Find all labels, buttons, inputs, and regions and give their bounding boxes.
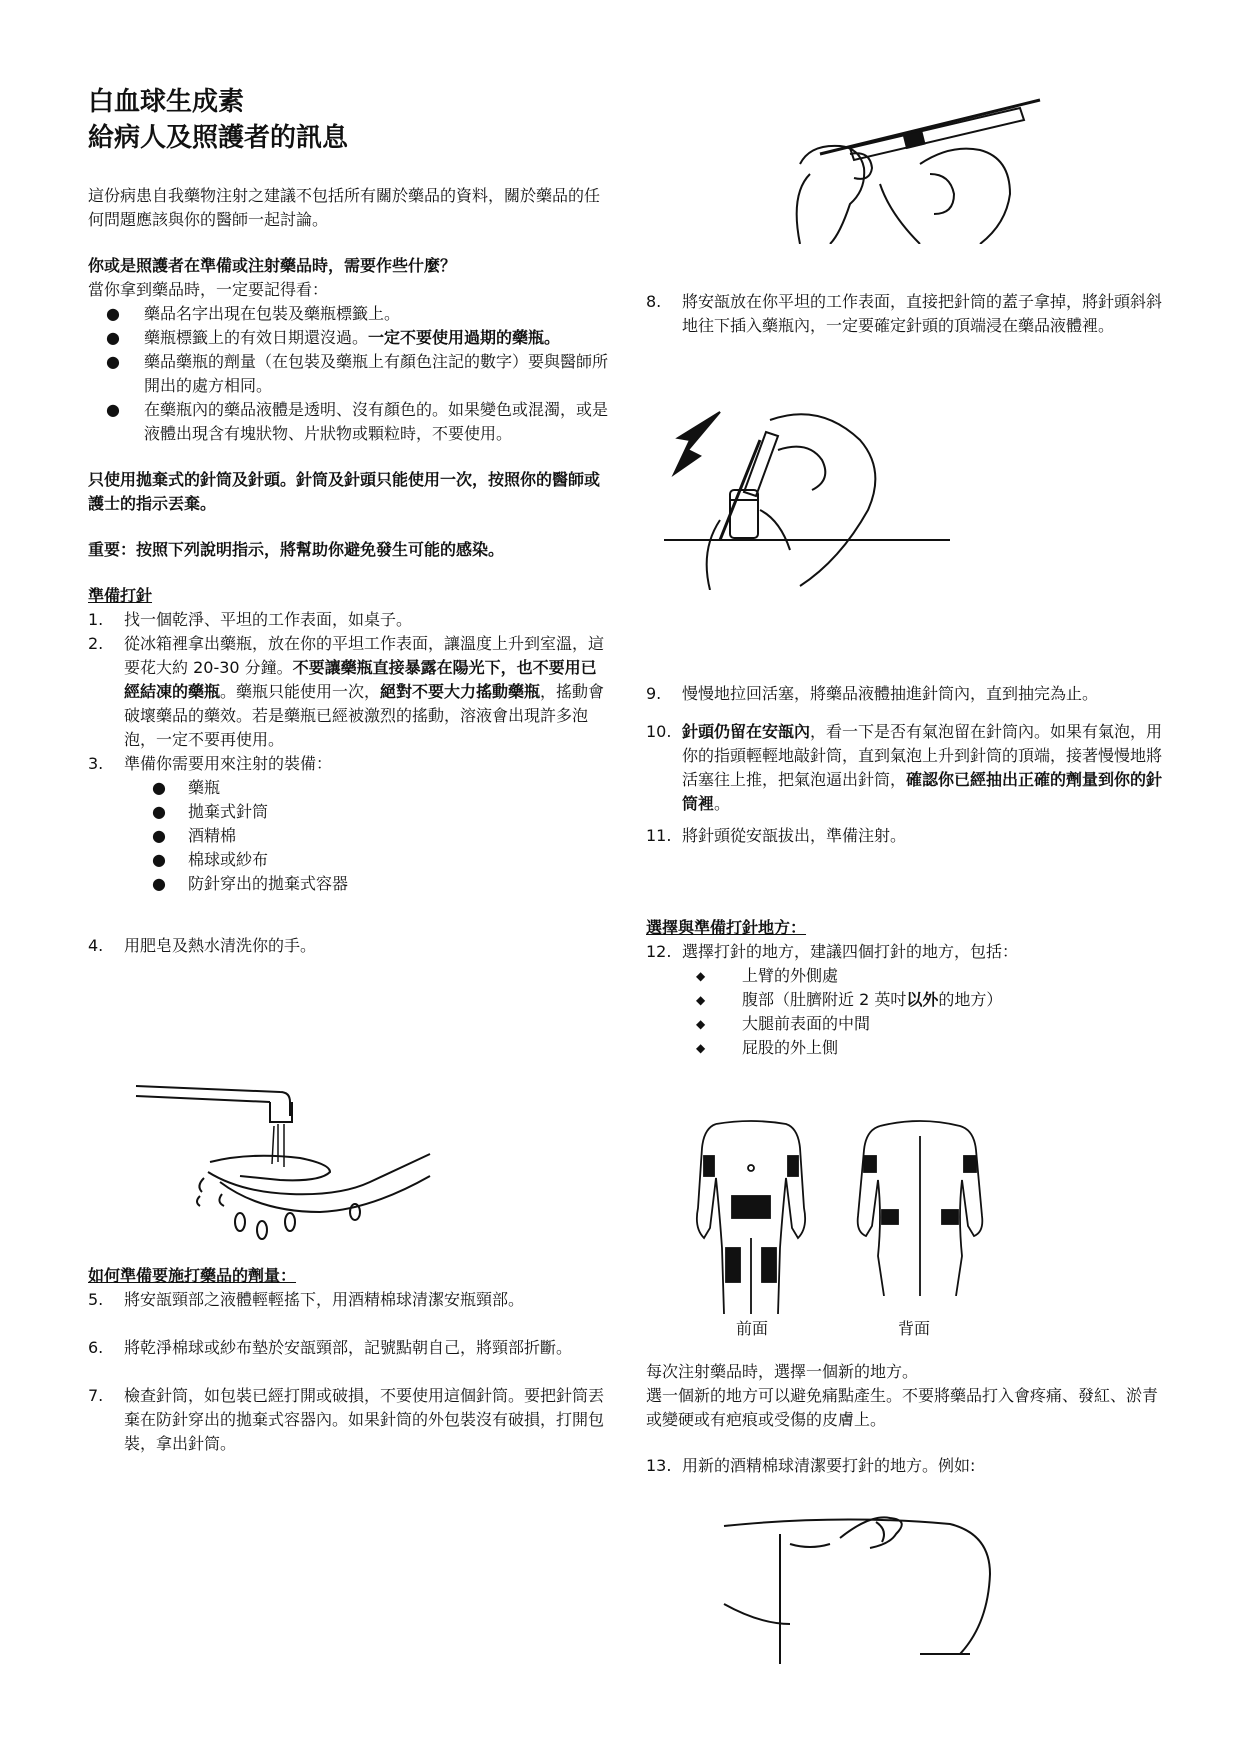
what-heading: 你或是照護者在準備或注射藥品時，需要作些什麼？ [88,256,457,275]
bullet-icon: ● [152,874,166,893]
step-12: 12. 選擇打針的地方，建議四個打針的地方，包括： [646,942,1019,961]
syringe-hands-illustration [780,94,1060,244]
front-label: 前面 [736,1319,769,1338]
bullet-icon: ● [152,778,166,797]
hand-washing-illustration [130,1072,450,1252]
vial-insert-illustration [660,410,1000,590]
site-heading: 選擇與準備打針地方： [646,918,807,937]
bullet-icon: ● [106,304,120,323]
rotate-note-2: 選一個新的地方可以避免痛點產生。不要將藥品打入會疼痛、發紅、淤青或變硬或有疤痕或受傷的皮膚上。 [646,1386,1159,1429]
step-8: 8. 將安瓿放在你平坦的工作表面，直接把針筒的蓋子拿掉，將針頭斜斜地往下插入藥瓶內，一定要確定針頭的頂端浸在藥品液體裡。 [646,292,1163,335]
left-column-lower [88,1264,608,1456]
prep-heading: 準備打針 [88,586,153,605]
rotate-note-1: 每次注射藥品時，選擇一個新的地方。 [646,1362,919,1381]
dose-heading: 如何準備要施打藥品的劑量： [88,1266,297,1285]
diamond-bullet-icon: ◆ [696,993,706,1007]
step-11: 11. 將針頭從安瓿拔出，準備注射。 [646,826,907,845]
step-5: 5. 將安瓿頸部之液體輕輕搖下，用酒精棉球清潔安瓶頸部。 [88,1290,525,1309]
body-back-figure [850,1116,990,1296]
step-3: 3. 準備你需要用來注射的裝備： [88,754,333,773]
bullet-icon: ● [152,826,166,845]
site-item: ◆ 屁股的外上側 [646,1036,1166,1060]
step-1: 1. 找一個乾淨、平坦的工作表面，如桌子。 [88,610,413,629]
step-9: 9. 慢慢地拉回活塞，將藥品液體抽進針筒內，直到抽完為止。 [646,684,1099,703]
title-line1: 白血球生成素 [88,87,245,117]
check-item: ● 藥瓶標籤上的有效日期還沒過。一定不要使用過期的藥瓶。 [88,326,608,350]
step-7: 7. 檢查針筒，如包裝已經打開或破損，不要使用這個針筒。要把針筒丟棄在防針穿出的拋棄式容器內。如果針筒的外包裝沒有破損，打開包裝，拿出針筒。 [88,1386,605,1453]
step-4: 4. 用肥皂及熱水清洗你的手。 [88,936,317,955]
supply-item: ● 拋棄式針筒 [88,800,608,824]
right-column-lower [646,1360,1166,1478]
site-item: ◆ 大腿前表面的中間 [646,1012,1166,1036]
bullet-icon: ● [152,850,166,869]
title-line2: 給病人及照護者的訊息 [88,123,349,153]
intro-text: 這份病患自我藥物注射之建議不包括所有關於藥品的資料，關於藥品的任何問題應該與你的醫師一起討論。 [88,186,601,229]
thigh-cleaning-illustration [720,1504,1010,1674]
site-item: ◆ 腹部（肚臍附近 2 英吋以外的地方） [646,988,1166,1012]
check-item: ● 藥品名字出現在包裝及藥瓶標籤上。 [88,302,608,326]
check-item: ● 在藥瓶內的藥品液體是透明、沒有顏色的。如果變色或混濁，或是液體出現含有塊狀物、片狀物或顆粒時，不要使用。 [88,398,608,446]
diamond-bullet-icon: ◆ [696,969,706,983]
supply-item: ● 藥瓶 [88,776,608,800]
supply-item: ● 防針穿出的拋棄式容器 [88,872,608,896]
bullet-icon: ● [152,802,166,821]
step-6: 6. 將乾淨棉球或紗布墊於安瓿頸部，記號點朝自己，將頸部折斷。 [88,1338,573,1357]
supply-item: ● 棉球或紗布 [88,848,608,872]
important-note: 重要：按照下列說明指示，將幫助你避免發生可能的感染。 [88,540,505,559]
remember-lead: 當你拿到藥品時，一定要記得看： [88,280,329,299]
bullet-icon: ● [106,328,120,347]
disposable-note: 只使用拋棄式的針筒及針頭。針筒及針頭只能使用一次，按照你的醫師或護士的指示丟棄。 [88,470,601,513]
bullet-icon: ● [106,352,120,371]
back-label: 背面 [898,1319,931,1338]
left-column [88,84,608,958]
step-10: 10. 針頭仍留在安瓿內，看一下是否有氣泡留在針筒內。如果有氣泡，用你的指頭輕輕地敲針筒，直到氣泡上升到針筒的頂端，接著慢慢地將活塞往上推，把氣泡逼出針筒，確認你已經抽出正確的劑量到你的針筒裡。 [646,722,1163,813]
step-2: 2. 從冰箱裡拿出藥瓶，放在你的平坦工作表面，讓溫度上升到室溫，這要花大約 20-30 分鐘。不要讓藥瓶直接暴露在陽光下，也不要用已經結凍的藥瓶。藥瓶只能使用一次，絕對不要大力搖動藥瓶，搖動會破壞藥品的藥效。若是藥瓶已經被激烈的搖動，溶液會出現許多泡泡，一定不要再使用。 [88,634,605,749]
diamond-bullet-icon: ◆ [696,1017,706,1031]
supply-item: ● 酒精棉 [88,824,608,848]
body-front-figure [686,1118,816,1314]
step-8-block [646,290,1166,338]
step-13: 13. 用新的酒精棉球清潔要打針的地方。例如: [646,1456,976,1475]
check-item: ● 藥品藥瓶的劑量（在包裝及藥瓶上有顏色注記的數字）要與醫師所開出的處方相同。 [88,350,608,398]
diamond-bullet-icon: ◆ [696,1041,706,1055]
right-column-middle [646,682,1166,1060]
bullet-icon: ● [106,400,120,419]
site-item: ◆ 上臂的外側處 [646,964,1166,988]
